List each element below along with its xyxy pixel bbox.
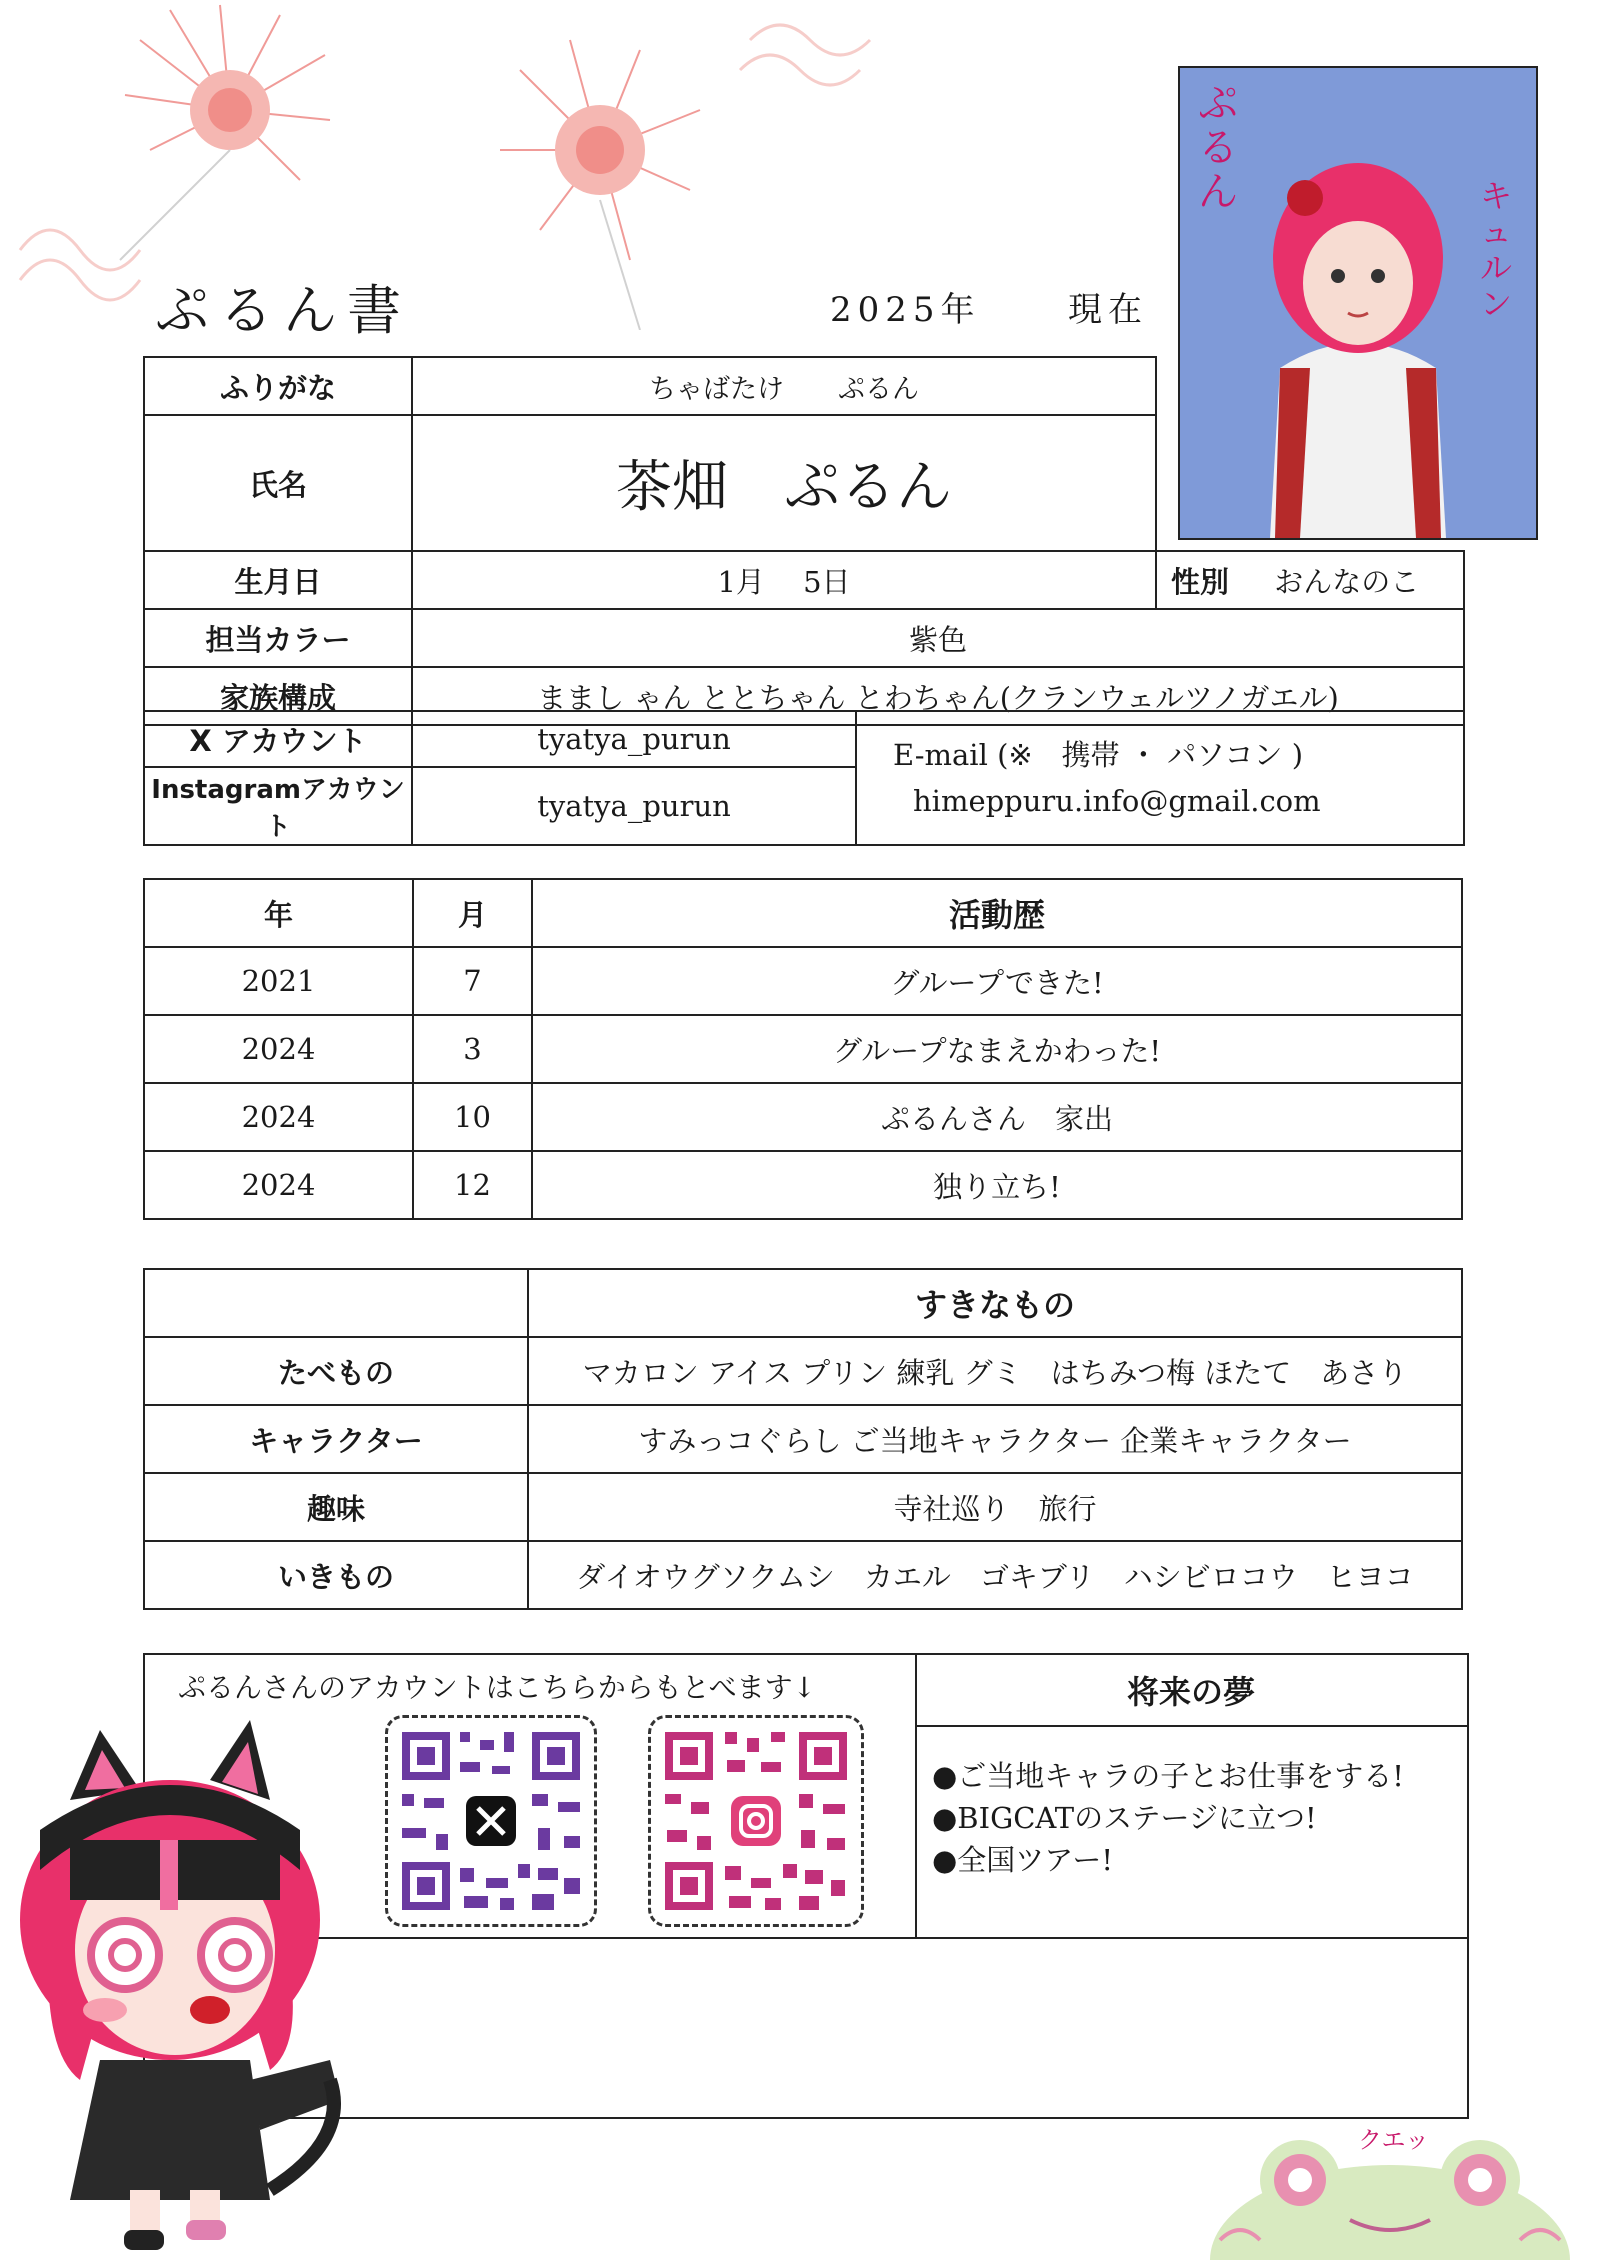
history-event: ぷるんさん 家出 xyxy=(532,1083,1462,1151)
document-now: 現在 xyxy=(1068,290,1148,330)
gender-value: おんなのこ xyxy=(1274,564,1420,599)
history-month: 7 xyxy=(413,947,532,1015)
likes-value: ダイオウグソクムシ カエル ゴキブリ ハシビロコウ ヒヨコ xyxy=(528,1541,1462,1609)
history-year: 2024 xyxy=(144,1151,413,1219)
profile-table xyxy=(143,356,1465,726)
history-year: 2024 xyxy=(144,1083,413,1151)
dream-header-divider xyxy=(915,1725,1467,1727)
chibi-character-illustration xyxy=(10,1720,410,2260)
email-cell xyxy=(856,711,1464,845)
history-month: 3 xyxy=(413,1015,532,1083)
instagram-qr-code[interactable] xyxy=(648,1715,864,1927)
birthday-value: 1月 5日 xyxy=(412,551,1156,609)
table-row xyxy=(144,1473,1462,1541)
dream-item: ●BIGCATのステージに立つ! xyxy=(932,1801,1317,1835)
table-row xyxy=(144,1337,1462,1405)
family-value: ままし ゃん ととちゃん とわちゃん(クランウェルツノガエル) xyxy=(412,667,1464,725)
history-header-year: 年 xyxy=(144,879,413,947)
photo-caption-right: キュルン xyxy=(1480,177,1513,323)
history-header-month: 月 xyxy=(413,879,532,947)
likes-value: 寺社巡り 旅行 xyxy=(528,1473,1462,1541)
x-account-label: X アカウント xyxy=(144,711,412,767)
history-header-event: 活動歴 xyxy=(532,879,1462,947)
name-label: 氏名 xyxy=(144,415,412,551)
likes-label: たべもの xyxy=(144,1337,528,1405)
likes-header: すきなもの xyxy=(528,1269,1462,1337)
history-event: グループなまえかわった! xyxy=(532,1015,1462,1083)
flower-decoration xyxy=(0,0,1000,330)
likes-table xyxy=(143,1268,1463,1610)
email-value[interactable]: himeppuru.info@gmail.com xyxy=(913,784,1321,818)
instagram-account-value: tyatya_purun xyxy=(412,767,856,845)
dream-list xyxy=(932,1755,1404,1881)
history-table xyxy=(143,878,1463,1220)
table-row xyxy=(144,1015,1462,1083)
birthday-label: 生月日 xyxy=(144,551,412,609)
table-row xyxy=(144,947,1462,1015)
likes-label: 趣味 xyxy=(144,1473,528,1541)
accounts-note: ぷるんさんのアカウントはこちらからもとべます↓ xyxy=(178,1671,817,1704)
x-account-value: tyatya_purun xyxy=(412,711,856,767)
history-event: 独り立ち! xyxy=(532,1151,1462,1219)
x-qr-code[interactable] xyxy=(385,1715,597,1927)
family-label: 家族構成 xyxy=(144,667,412,725)
table-row xyxy=(144,1151,1462,1219)
history-event: グループできた! xyxy=(532,947,1462,1015)
history-month: 12 xyxy=(413,1151,532,1219)
history-month: 10 xyxy=(413,1083,532,1151)
instagram-account-label: Instagramアカウント xyxy=(144,767,412,845)
name-value: 茶畑 ぷるん xyxy=(412,415,1156,551)
color-value: 紫色 xyxy=(412,609,1464,667)
frog-caption: クエッ xyxy=(1358,2126,1430,2154)
dream-item: ●ご当地キャラの子とお仕事をする! xyxy=(932,1759,1404,1793)
email-label: E-mail (※ 携帯 ・ パソコン ) xyxy=(893,738,1304,772)
dream-item: ●全国ツアー! xyxy=(932,1843,1114,1877)
gender-label: 性別 xyxy=(1171,564,1230,599)
table-row xyxy=(144,1405,1462,1473)
color-label: 担当カラー xyxy=(144,609,412,667)
furigana-label: ふりがな xyxy=(144,357,412,415)
dream-header: 将来の夢 xyxy=(1126,1673,1255,1711)
document-year: 2025年 xyxy=(830,290,981,330)
gender-cell xyxy=(1156,551,1464,609)
furigana-value: ちゃばたけ ぷるん xyxy=(412,357,1156,415)
accounts-table xyxy=(143,710,1465,846)
table-row xyxy=(144,1541,1462,1609)
likes-label: いきもの xyxy=(144,1541,528,1609)
history-year: 2021 xyxy=(144,947,413,1015)
likes-value: すみっコぐらし ご当地キャラクター 企業キャラクター xyxy=(528,1405,1462,1473)
photo-caption-left: ぷるん xyxy=(1198,81,1238,215)
document-title: ぷるん書 xyxy=(155,279,411,342)
history-year: 2024 xyxy=(144,1015,413,1083)
table-row xyxy=(144,1083,1462,1151)
likes-value: マカロン アイス プリン 練乳 グミ はちみつ梅 ほたて あさり xyxy=(528,1337,1462,1405)
likes-label: キャラクター xyxy=(144,1405,528,1473)
